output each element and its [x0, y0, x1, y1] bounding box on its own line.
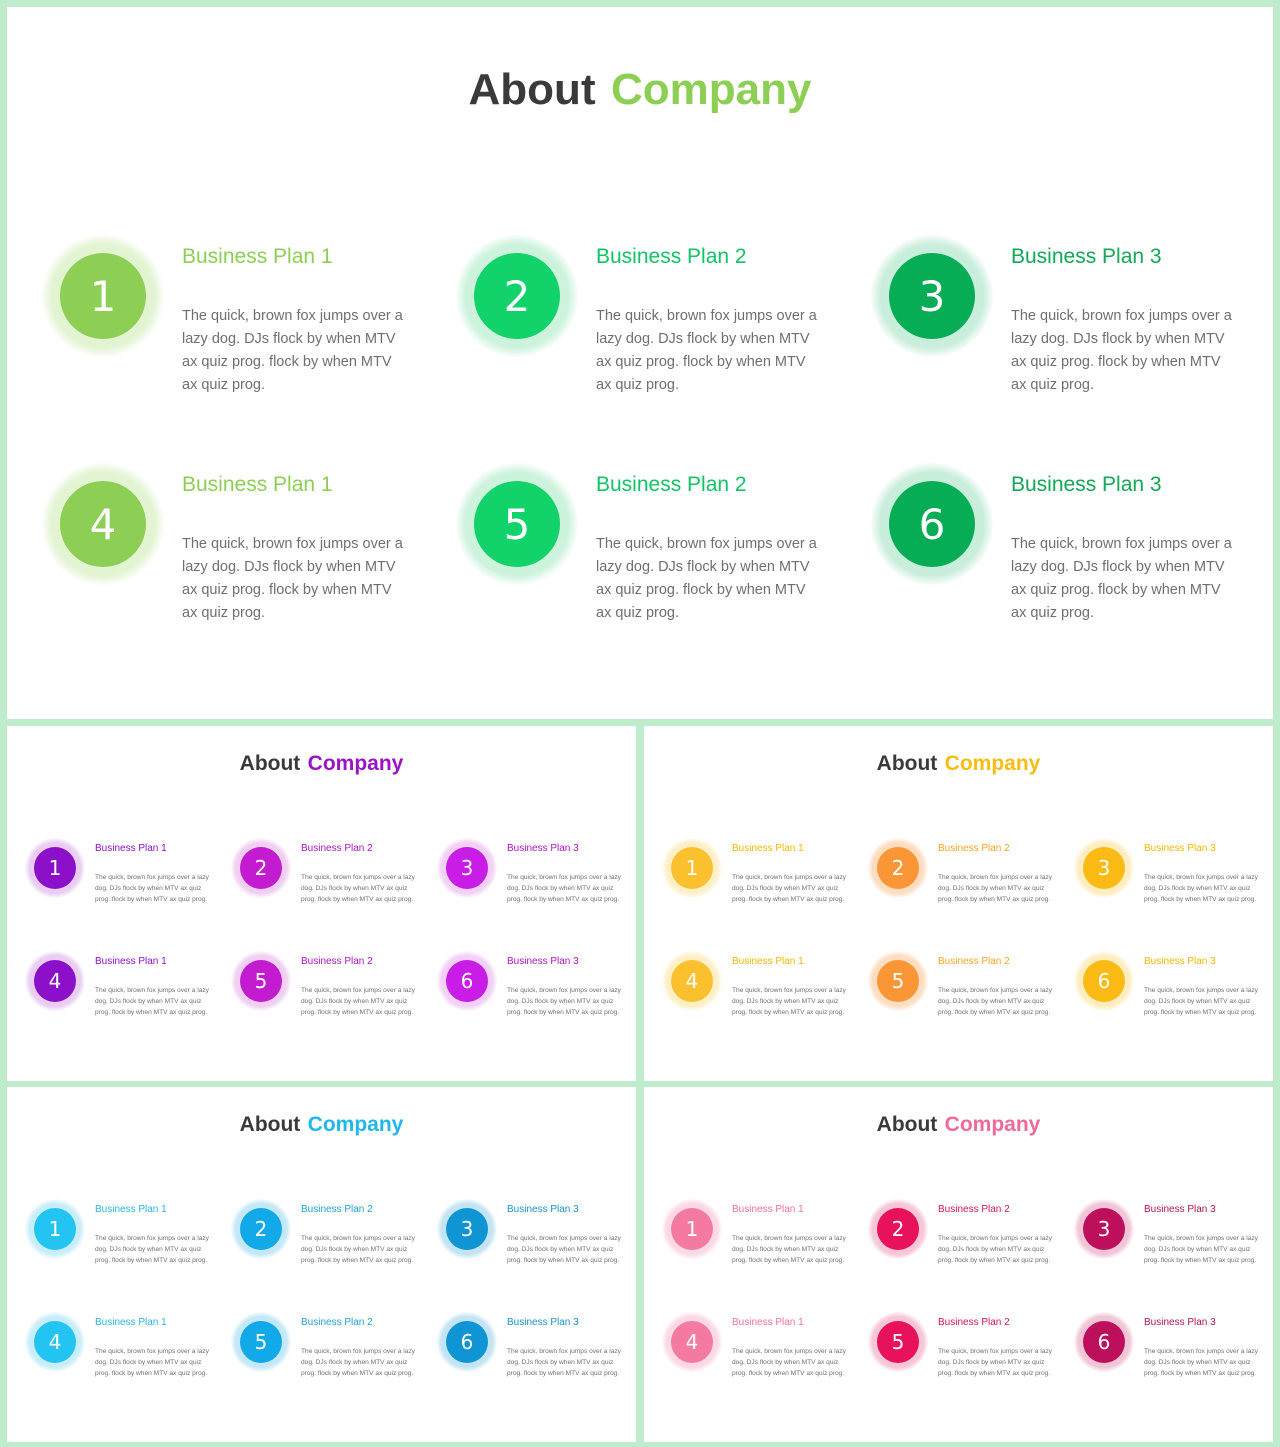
number-badge-halo — [871, 463, 993, 585]
business-plan-title: Business Plan 3 — [1011, 473, 1162, 496]
number-badge: 2 — [240, 847, 282, 889]
number-badge: 5 — [877, 1321, 919, 1363]
number-badge: 6 — [889, 481, 975, 567]
number-badge: 5 — [240, 960, 282, 1002]
title-word-company: Company — [307, 1113, 404, 1136]
business-plan-item — [25, 838, 225, 928]
number-badge-halo — [25, 1199, 85, 1259]
number-badge: 4 — [34, 1321, 76, 1363]
business-plan-title: Business Plan 1 — [95, 1317, 167, 1328]
slide-title — [7, 752, 636, 776]
business-plan-description: The quick, brown fox jumps over a lazy dog. DJs flock by when MTV ax quiz prog. flock by when MTV ax quiz prog. — [182, 536, 403, 621]
slide-title — [644, 1113, 1273, 1137]
business-plan-title: Business Plan 1 — [732, 1317, 804, 1328]
number-badge-halo — [42, 235, 164, 357]
business-plan-item — [231, 838, 431, 928]
number-badge-halo — [25, 838, 85, 898]
business-plan-description: The quick, brown fox jumps over a lazy dog. DJs flock by when MTV ax quiz prog. flock by when MTV ax quiz prog. — [1144, 874, 1258, 904]
business-plan-item — [662, 1312, 862, 1402]
number-badge-halo — [1074, 1199, 1134, 1259]
business-plan-item — [871, 463, 1273, 633]
business-plan-description: The quick, brown fox jumps over a lazy dog. DJs flock by when MTV ax quiz prog. flock by when MTV ax quiz prog. — [938, 874, 1052, 904]
number-badge-halo — [25, 951, 85, 1011]
business-plan-description: The quick, brown fox jumps over a lazy dog. DJs flock by when MTV ax quiz prog. flock by when MTV ax quiz prog. — [1011, 536, 1232, 621]
business-plan-title: Business Plan 1 — [182, 473, 333, 496]
business-plan-title: Business Plan 3 — [507, 1317, 579, 1328]
number-badge: 3 — [446, 847, 488, 889]
title-word-company: Company — [307, 752, 404, 775]
business-plan-description: The quick, brown fox jumps over a lazy dog. DJs flock by when MTV ax quiz prog. flock by when MTV ax quiz prog. — [301, 987, 415, 1017]
number-badge: 2 — [877, 847, 919, 889]
number-badge-halo — [437, 1312, 497, 1372]
business-plan-item — [231, 1312, 431, 1402]
business-plan-item — [1074, 951, 1273, 1041]
business-plan-description: The quick, brown fox jumps over a lazy dog. DJs flock by when MTV ax quiz prog. flock by when MTV ax quiz prog. — [301, 1235, 415, 1265]
number-badge: 3 — [1083, 847, 1125, 889]
number-badge-halo — [231, 951, 291, 1011]
number-badge: 3 — [446, 1208, 488, 1250]
number-badge: 4 — [671, 1321, 713, 1363]
number-badge: 1 — [671, 1208, 713, 1250]
business-plan-title: Business Plan 1 — [95, 843, 167, 854]
number-badge: 2 — [474, 253, 560, 339]
business-plan-title: Business Plan 3 — [507, 1204, 579, 1215]
title-word-company: Company — [944, 752, 1041, 775]
business-plan-description: The quick, brown fox jumps over a lazy dog. DJs flock by when MTV ax quiz prog. flock by when MTV ax quiz prog. — [596, 536, 817, 621]
number-badge: 4 — [671, 960, 713, 1002]
business-plan-description: The quick, brown fox jumps over a lazy dog. DJs flock by when MTV ax quiz prog. flock by when MTV ax quiz prog. — [732, 1348, 846, 1378]
business-plan-item — [662, 1199, 862, 1289]
number-badge: 5 — [877, 960, 919, 1002]
number-badge: 4 — [60, 481, 146, 567]
title-word-company: Company — [610, 65, 812, 114]
business-plan-title: Business Plan 3 — [1144, 1317, 1216, 1328]
business-plan-item — [25, 951, 225, 1041]
business-plan-title: Business Plan 2 — [301, 956, 373, 967]
business-plan-title: Business Plan 3 — [1011, 245, 1162, 268]
business-plan-title: Business Plan 2 — [596, 473, 747, 496]
business-plan-description: The quick, brown fox jumps over a lazy dog. DJs flock by when MTV ax quiz prog. flock by when MTV ax quiz prog. — [938, 1235, 1052, 1265]
business-plan-item — [868, 838, 1068, 928]
number-badge: 4 — [34, 960, 76, 1002]
business-plan-item — [662, 951, 862, 1041]
business-plan-item — [456, 235, 866, 405]
business-plan-title: Business Plan 3 — [507, 843, 579, 854]
business-plan-item — [871, 235, 1273, 405]
business-plan-description: The quick, brown fox jumps over a lazy dog. DJs flock by when MTV ax quiz prog. flock by when MTV ax quiz prog. — [507, 874, 621, 904]
title-word-about: About — [468, 65, 596, 114]
slide-purple — [7, 726, 636, 1081]
business-plan-description: The quick, brown fox jumps over a lazy dog. DJs flock by when MTV ax quiz prog. flock by when MTV ax quiz prog. — [507, 1348, 621, 1378]
slide-yellow — [644, 726, 1273, 1081]
business-plan-description: The quick, brown fox jumps over a lazy dog. DJs flock by when MTV ax quiz prog. flock by when MTV ax quiz prog. — [301, 1348, 415, 1378]
business-plan-description: The quick, brown fox jumps over a lazy dog. DJs flock by when MTV ax quiz prog. flock by when MTV ax quiz prog. — [95, 987, 209, 1017]
business-plan-description: The quick, brown fox jumps over a lazy dog. DJs flock by when MTV ax quiz prog. flock by when MTV ax quiz prog. — [732, 1235, 846, 1265]
business-plan-description: The quick, brown fox jumps over a lazy dog. DJs flock by when MTV ax quiz prog. flock by when MTV ax quiz prog. — [938, 987, 1052, 1017]
number-badge-halo — [1074, 951, 1134, 1011]
number-badge-halo — [25, 1312, 85, 1372]
business-plan-description: The quick, brown fox jumps over a lazy dog. DJs flock by when MTV ax quiz prog. flock by when MTV ax quiz prog. — [1144, 987, 1258, 1017]
business-plan-title: Business Plan 2 — [301, 1204, 373, 1215]
business-plan-title: Business Plan 2 — [596, 245, 747, 268]
number-badge: 6 — [446, 1321, 488, 1363]
number-badge-halo — [231, 1199, 291, 1259]
title-word-about: About — [876, 752, 938, 775]
business-plan-description: The quick, brown fox jumps over a lazy dog. DJs flock by when MTV ax quiz prog. flock by when MTV ax quiz prog. — [938, 1348, 1052, 1378]
business-plan-description: The quick, brown fox jumps over a lazy dog. DJs flock by when MTV ax quiz prog. flock by when MTV ax quiz prog. — [732, 874, 846, 904]
business-plan-title: Business Plan 2 — [938, 1317, 1010, 1328]
title-word-about: About — [876, 1113, 938, 1136]
number-badge-halo — [868, 1199, 928, 1259]
business-plan-description: The quick, brown fox jumps over a lazy dog. DJs flock by when MTV ax quiz prog. flock by when MTV ax quiz prog. — [507, 1235, 621, 1265]
number-badge: 3 — [1083, 1208, 1125, 1250]
business-plan-item — [456, 463, 866, 633]
number-badge: 1 — [34, 847, 76, 889]
business-plan-description: The quick, brown fox jumps over a lazy dog. DJs flock by when MTV ax quiz prog. flock by when MTV ax quiz prog. — [596, 308, 817, 393]
number-badge-halo — [662, 1199, 722, 1259]
business-plan-title: Business Plan 3 — [1144, 843, 1216, 854]
slide-main — [7, 7, 1273, 719]
business-plan-item — [437, 1199, 636, 1289]
slide-title — [644, 752, 1273, 776]
number-badge: 5 — [474, 481, 560, 567]
business-plan-item — [868, 951, 1068, 1041]
business-plan-title: Business Plan 1 — [732, 843, 804, 854]
business-plan-description: The quick, brown fox jumps over a lazy dog. DJs flock by when MTV ax quiz prog. flock by when MTV ax quiz prog. — [301, 874, 415, 904]
business-plan-title: Business Plan 2 — [301, 1317, 373, 1328]
number-badge-halo — [868, 951, 928, 1011]
slide-pink — [644, 1087, 1273, 1442]
business-plan-title: Business Plan 1 — [95, 1204, 167, 1215]
business-plan-description: The quick, brown fox jumps over a lazy dog. DJs flock by when MTV ax quiz prog. flock by when MTV ax quiz prog. — [732, 987, 846, 1017]
number-badge-halo — [42, 463, 164, 585]
business-plan-item — [868, 1199, 1068, 1289]
business-plan-item — [231, 1199, 431, 1289]
business-plan-title: Business Plan 3 — [507, 956, 579, 967]
number-badge: 6 — [446, 960, 488, 1002]
number-badge: 1 — [671, 847, 713, 889]
business-plan-item — [868, 1312, 1068, 1402]
business-plan-description: The quick, brown fox jumps over a lazy dog. DJs flock by when MTV ax quiz prog. flock by when MTV ax quiz prog. — [1144, 1348, 1258, 1378]
business-plan-description: The quick, brown fox jumps over a lazy dog. DJs flock by when MTV ax quiz prog. flock by when MTV ax quiz prog. — [1011, 308, 1232, 393]
number-badge: 6 — [1083, 1321, 1125, 1363]
business-plan-item — [437, 838, 636, 928]
business-plan-title: Business Plan 2 — [938, 843, 1010, 854]
business-plan-item — [25, 1199, 225, 1289]
slide-title — [7, 65, 1273, 115]
business-plan-description: The quick, brown fox jumps over a lazy dog. DJs flock by when MTV ax quiz prog. flock by when MTV ax quiz prog. — [507, 987, 621, 1017]
number-badge: 1 — [60, 253, 146, 339]
title-word-about: About — [239, 1113, 301, 1136]
number-badge-halo — [437, 951, 497, 1011]
number-badge-halo — [662, 1312, 722, 1372]
business-plan-title: Business Plan 1 — [182, 245, 333, 268]
business-plan-title: Business Plan 3 — [1144, 956, 1216, 967]
number-badge: 6 — [1083, 960, 1125, 1002]
business-plan-item — [25, 1312, 225, 1402]
number-badge: 1 — [34, 1208, 76, 1250]
business-plan-item — [1074, 838, 1273, 928]
number-badge-halo — [1074, 838, 1134, 898]
business-plan-title: Business Plan 1 — [732, 1204, 804, 1215]
business-plan-title: Business Plan 3 — [1144, 1204, 1216, 1215]
business-plan-item — [1074, 1312, 1273, 1402]
business-plan-description: The quick, brown fox jumps over a lazy dog. DJs flock by when MTV ax quiz prog. flock by when MTV ax quiz prog. — [182, 308, 403, 393]
business-plan-title: Business Plan 2 — [938, 956, 1010, 967]
number-badge-halo — [1074, 1312, 1134, 1372]
business-plan-description: The quick, brown fox jumps over a lazy dog. DJs flock by when MTV ax quiz prog. flock by when MTV ax quiz prog. — [1144, 1235, 1258, 1265]
business-plan-title: Business Plan 2 — [301, 843, 373, 854]
slide-title — [7, 1113, 636, 1137]
number-badge-halo — [437, 838, 497, 898]
business-plan-item — [1074, 1199, 1273, 1289]
number-badge: 3 — [889, 253, 975, 339]
business-plan-item — [42, 463, 452, 633]
business-plan-description: The quick, brown fox jumps over a lazy dog. DJs flock by when MTV ax quiz prog. flock by when MTV ax quiz prog. — [95, 1348, 209, 1378]
number-badge: 2 — [240, 1208, 282, 1250]
business-plan-item — [42, 235, 452, 405]
number-badge: 5 — [240, 1321, 282, 1363]
business-plan-item — [437, 951, 636, 1041]
title-word-company: Company — [944, 1113, 1041, 1136]
slide-blue — [7, 1087, 636, 1442]
business-plan-description: The quick, brown fox jumps over a lazy dog. DJs flock by when MTV ax quiz prog. flock by when MTV ax quiz prog. — [95, 1235, 209, 1265]
number-badge-halo — [868, 838, 928, 898]
title-word-about: About — [239, 752, 301, 775]
number-badge-halo — [456, 463, 578, 585]
business-plan-title: Business Plan 1 — [732, 956, 804, 967]
number-badge: 2 — [877, 1208, 919, 1250]
number-badge-halo — [231, 838, 291, 898]
business-plan-item — [437, 1312, 636, 1402]
business-plan-title: Business Plan 1 — [95, 956, 167, 967]
business-plan-item — [231, 951, 431, 1041]
number-badge-halo — [868, 1312, 928, 1372]
number-badge-halo — [662, 951, 722, 1011]
number-badge-halo — [437, 1199, 497, 1259]
business-plan-title: Business Plan 2 — [938, 1204, 1010, 1215]
business-plan-item — [662, 838, 862, 928]
number-badge-halo — [871, 235, 993, 357]
number-badge-halo — [662, 838, 722, 898]
number-badge-halo — [231, 1312, 291, 1372]
business-plan-description: The quick, brown fox jumps over a lazy dog. DJs flock by when MTV ax quiz prog. flock by when MTV ax quiz prog. — [95, 874, 209, 904]
number-badge-halo — [456, 235, 578, 357]
